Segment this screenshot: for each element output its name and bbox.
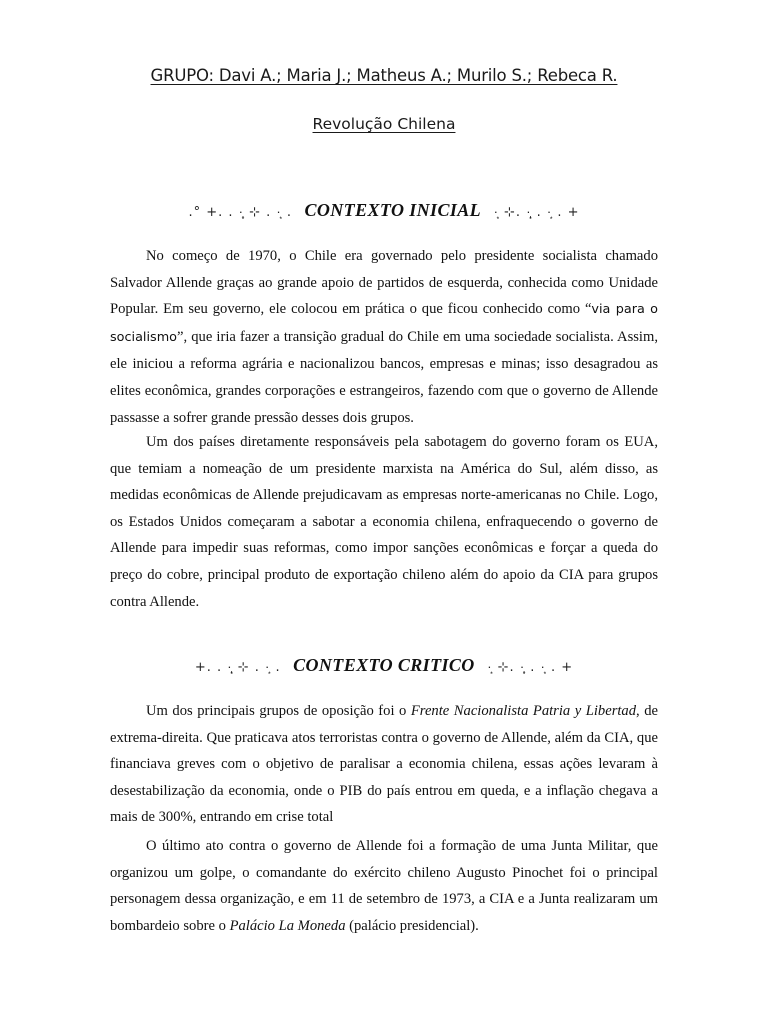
paragraph-text: , de extrema-direita. Que praticava atos terroristas contra o governo de Allende, além da CIA, que financiava greves com o objetivo de paralisar a economia chilena, essas ações levaram à desestabilização da economia, onde o PIB do país entrou em queda, e a inflação chegava a mais de 300%, entrando em crise total: [110, 703, 658, 826]
paragraph-contexto-inicial-2: [110, 429, 658, 615]
palace-name: Palácio La Moneda: [229, 917, 346, 934]
document-title: [0, 115, 768, 133]
paragraph-contexto-critico-1: [110, 698, 658, 831]
organization-name: Frente Nacionalista Patria y Libertad: [410, 703, 637, 719]
heading-decoration-left: .° +. . ·̩̩͙ ⊹ . ·͙ .: [188, 205, 292, 220]
paragraph-text: O último ato contra o governo de Allende foi a formação de uma Junta Militar, que organizou um golpe, o comandante do exército chileno Augusto Pinochet foi o principal personagem dessa organização, e em 11 de setembro de 1973, a CIA e a Junta realizaram um bombardeio sobre o: [110, 838, 658, 934]
paragraph-contexto-inicial-1: [110, 243, 658, 431]
section-heading-contexto-critico: [0, 655, 768, 676]
section-heading-label: CONTEXTO CRITICO: [293, 655, 475, 675]
paragraph-text: (palácio presidencial).: [345, 917, 479, 934]
section-heading-contexto-inicial: [0, 200, 768, 221]
heading-decoration-right: ·͙ ⊹. ·̩̩͙ . ·͙ . +: [487, 660, 574, 675]
paragraph-contexto-critico-2: [110, 833, 658, 939]
heading-decoration-left: +. . ·̩̩͙ ⊹ . ·͙ .: [194, 660, 281, 675]
group-members-line: [0, 66, 768, 85]
paragraph-text: ”, que iria fazer a transição gradual do Chile em uma sociedade socialista. Assim, ele iniciou a reforma agrária e nacionalizou bancos, empresas e minas; isso desagradou as elites econômica, grandes corporações e estrangeiros, fazendo com que o governo de Allende passasse a sofrer grande pressão desses dois grupos.: [110, 328, 658, 426]
document-title-text: Revolução Chilena: [312, 115, 456, 133]
quoted-term: via para o socialismo: [110, 302, 658, 345]
paragraph-text: Um dos principais grupos de oposição foi o: [146, 703, 411, 719]
paragraph-text: Um dos países diretamente responsáveis pela sabotagem do governo foram os EUA, que temiam a nomeação de um presidente marxista na América do Sul, além disso, as medidas econômicas de Allende prejudicavam as empresas norte-americanas no Chile. Logo, os Estados Unidos começaram a sabotar a economia chilena, enfraquecendo o governo de Allende para impedir suas reformas, como impor sanções econômicas e forçar a queda do preço do cobre, principal produto de exportação chileno além do apoio da CIA para grupos contra Allende.: [110, 434, 658, 610]
heading-decoration-right: ·͙ ⊹. ·̩̩͙ . ·͙ . +: [493, 205, 580, 220]
paragraph-text: No começo de 1970, o Chile era governado pelo presidente socialista chamado Salvador Allende graças ao grande apoio de partidos de esquerda, conhecida como Unidade Popular. Em seu governo, ele colocou em prática o que ficou conhecido como “: [110, 248, 658, 318]
section-heading-label: CONTEXTO INICIAL: [304, 200, 482, 220]
group-members-text: GRUPO: Davi A.; Maria J.; Matheus A.; Murilo S.; Rebeca R.: [150, 66, 618, 85]
